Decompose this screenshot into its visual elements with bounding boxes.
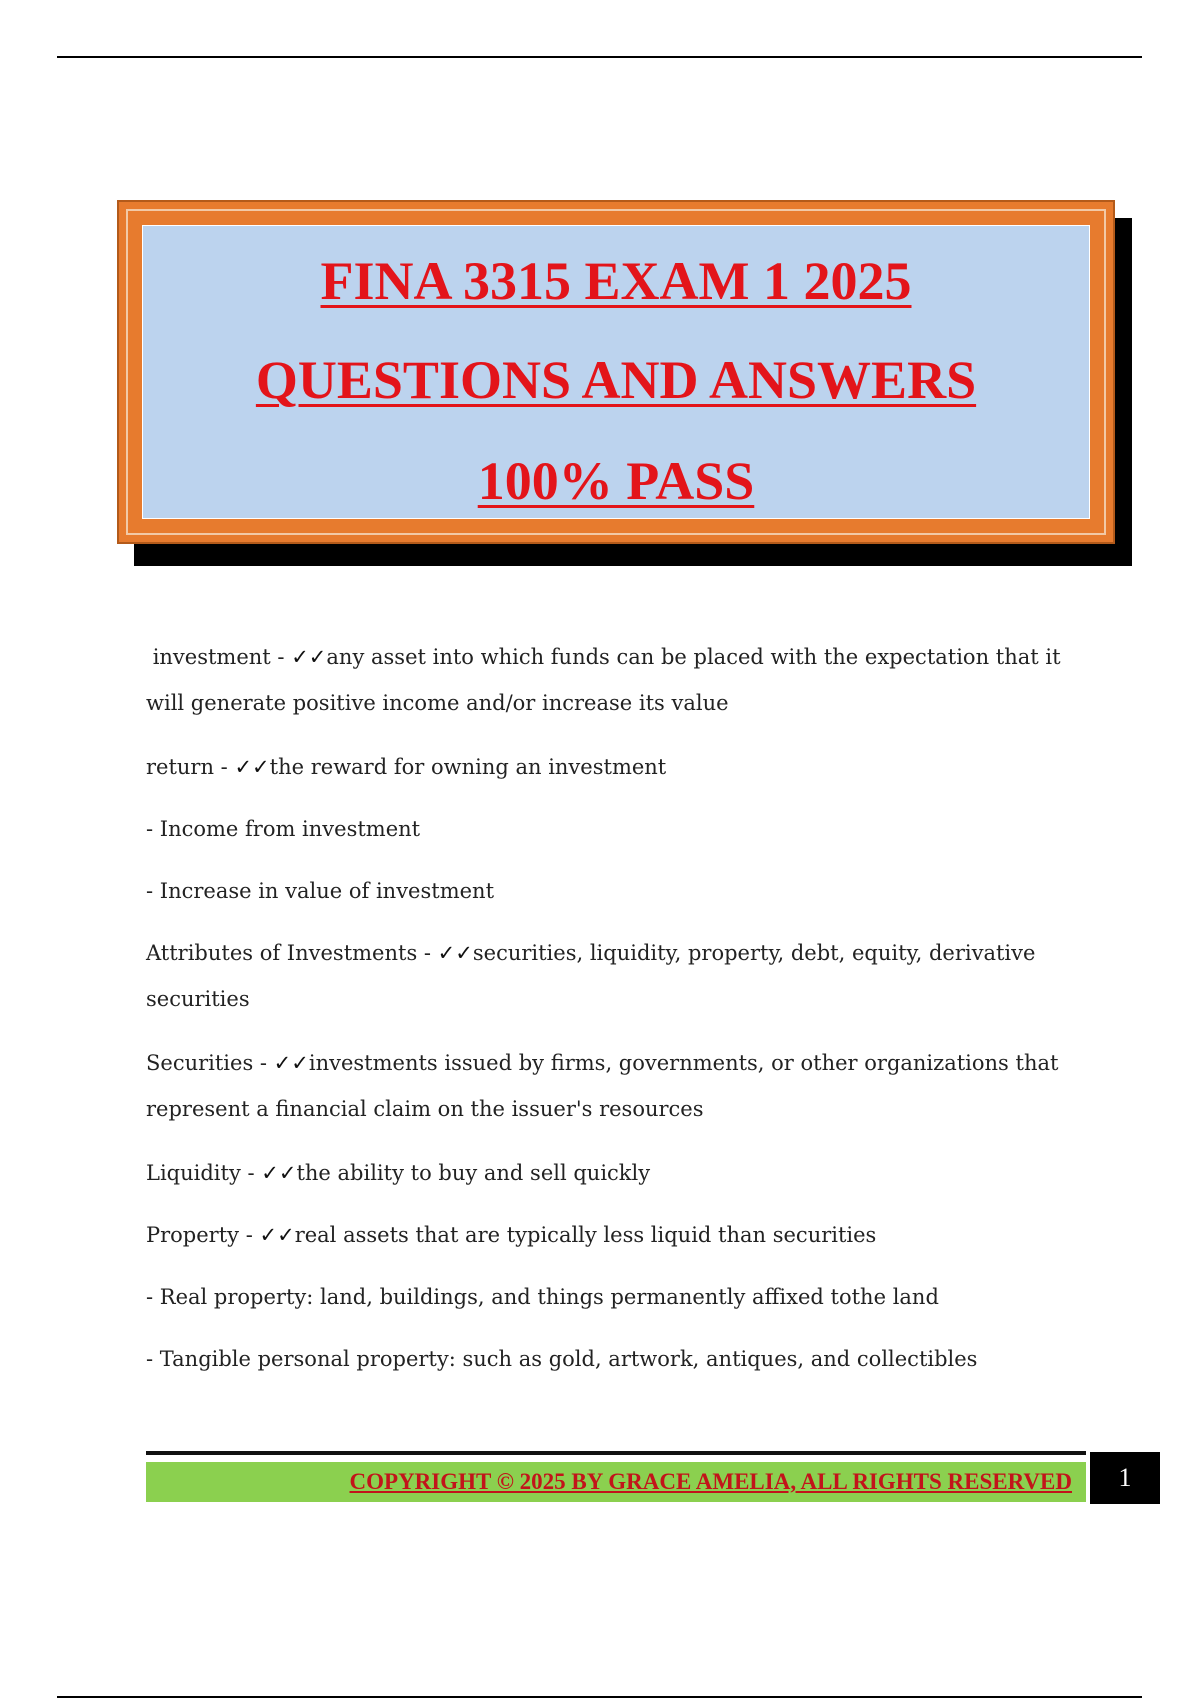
qa-entry xyxy=(146,1150,1076,1196)
qa-entry xyxy=(146,1212,1076,1258)
entry-term: investment xyxy=(152,645,271,669)
entry-term: return xyxy=(146,755,214,779)
entry-definition: the reward for owning an investment xyxy=(269,755,667,779)
title-line-1: FINA 3315 EXAM 1 2025 xyxy=(320,251,912,311)
entry-separator: - xyxy=(417,941,438,965)
title-banner-inner-border xyxy=(126,209,1106,535)
entry-definition: the ability to buy and sell quickly xyxy=(296,1161,651,1185)
copyright-notice: COPYRIGHT © 2025 BY GRACE AMELIA, ALL RIGHTS RESERVED xyxy=(349,1469,1072,1494)
title-line-2: QUESTIONS AND ANSWERS xyxy=(255,350,977,410)
entry-term: Property xyxy=(146,1223,240,1247)
footer-copyright-bar xyxy=(146,1462,1086,1502)
entry-definition: real assets that are typically less liquid than securities xyxy=(294,1223,877,1247)
double-check-icon: ✓✓ xyxy=(261,1161,297,1185)
list-item: - Increase in value of investment xyxy=(146,879,495,903)
entry-separator: - xyxy=(239,1223,260,1247)
entry-definition: investments issued by firms, governments, or other organizations that represent a financial claim on the issuer's resources xyxy=(146,1051,1059,1121)
double-check-icon: ✓✓ xyxy=(437,941,473,965)
entry-separator: - xyxy=(270,645,292,669)
title-line-3: 100% PASS xyxy=(477,451,755,511)
qa-content xyxy=(146,634,1076,1398)
footer-rule xyxy=(146,1451,1086,1455)
list-item: - Tangible personal property: such as gold, artwork, antiques, and collectibles xyxy=(146,1347,978,1371)
entry-term: Liquidity xyxy=(146,1161,241,1185)
qa-entry xyxy=(146,634,1076,726)
entry-term: Securities xyxy=(146,1051,254,1075)
entry-separator: - xyxy=(214,755,235,779)
list-item: - Real property: land, buildings, and things permanently affixed tothe land xyxy=(146,1285,939,1309)
entry-separator: - xyxy=(240,1161,262,1185)
double-check-icon: ✓✓ xyxy=(273,1051,309,1075)
double-check-icon: ✓✓ xyxy=(234,755,270,779)
title-banner xyxy=(117,200,1115,544)
double-check-icon: ✓✓ xyxy=(291,645,327,669)
entry-definition: any asset into which funds can be placed with the expectation that it will generate positive income and/or increase its value xyxy=(146,645,1061,715)
page-number: 1 xyxy=(1090,1452,1160,1504)
entry-term: Attributes of Investments xyxy=(146,941,418,965)
list-item: - Income from investment xyxy=(146,817,421,841)
qa-entry xyxy=(146,1040,1076,1132)
entry-separator: - xyxy=(253,1051,274,1075)
entry-definition: securities, liquidity, property, debt, equity, derivative securities xyxy=(146,941,1036,1011)
page-bottom-rule xyxy=(57,1696,1142,1698)
double-check-icon: ✓✓ xyxy=(259,1223,295,1247)
title-banner-panel xyxy=(142,225,1090,519)
page-top-rule xyxy=(57,56,1142,58)
qa-entry xyxy=(146,930,1076,1022)
qa-entry xyxy=(146,744,1076,790)
